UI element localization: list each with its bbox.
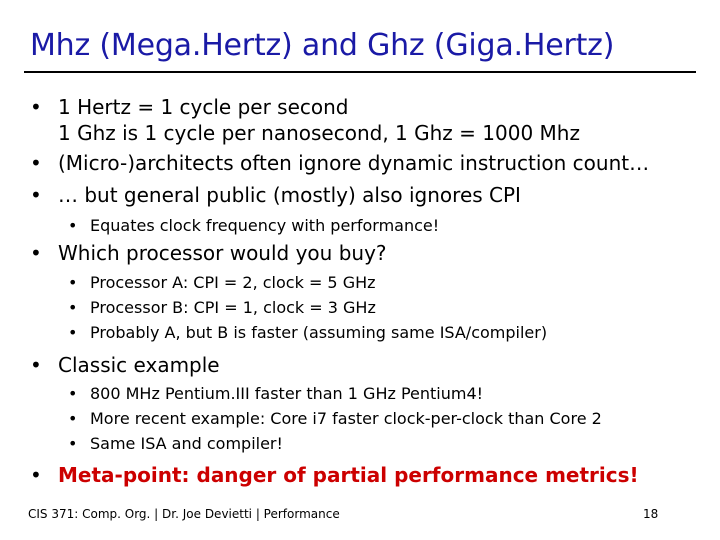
- bullet-dot: •: [30, 183, 42, 207]
- subbullet-processor-a: [68, 273, 376, 293]
- bullet-text: Same ISA and compiler!: [90, 434, 283, 453]
- bullet-which-processor: [30, 241, 387, 265]
- slide-footer: CIS 371: Comp. Org. | Dr. Joe Devietti | Performance: [28, 507, 340, 521]
- bullet-meta-point: [30, 463, 639, 487]
- bullet-architects: [30, 151, 650, 175]
- bullet-text: (Micro-)architects often ignore dynamic instruction count…: [58, 151, 650, 175]
- bullet-text: 1 Ghz is 1 cycle per nanosecond, 1 Ghz = 1000 Mhz: [58, 121, 580, 145]
- bullet-classic-example: [30, 353, 220, 377]
- bullet-public: [30, 183, 521, 207]
- subbullet-processor-b: [68, 298, 376, 318]
- bullet-dot: •: [68, 273, 78, 292]
- bullet-dot: •: [30, 353, 42, 377]
- bullet-text: Processor A: CPI = 2, clock = 5 GHz: [90, 273, 376, 292]
- subbullet-pentium: [68, 384, 484, 404]
- title-underline: [24, 71, 696, 73]
- bullet-dot: •: [30, 95, 42, 119]
- bullet-ghz-continuation: [58, 121, 580, 145]
- subbullet-same-isa: [68, 434, 283, 454]
- bullet-dot: •: [30, 241, 42, 265]
- bullet-dot: •: [30, 463, 42, 487]
- bullet-text: 800 MHz Pentium.III faster than 1 GHz Pentium4!: [90, 384, 484, 403]
- page-number: 18: [643, 507, 659, 521]
- bullet-dot: •: [30, 151, 42, 175]
- bullet-dot: •: [68, 434, 78, 453]
- bullet-text: Processor B: CPI = 1, clock = 3 GHz: [90, 298, 376, 317]
- subbullet-core-i7: [68, 409, 602, 429]
- bullet-text: Probably A, but B is faster (assuming same ISA/compiler): [90, 323, 548, 342]
- bullet-text: Which processor would you buy?: [58, 241, 387, 265]
- subbullet-probably-a: [68, 323, 548, 343]
- slide-title: Mhz (Mega.Hertz) and Ghz (Giga.Hertz): [30, 28, 615, 63]
- bullet-text: … but general public (mostly) also ignores CPI: [58, 183, 521, 207]
- bullet-text-emphasis: Meta-point: danger of partial performance metrics!: [58, 463, 639, 487]
- bullet-dot: •: [68, 323, 78, 342]
- subbullet-equates: [68, 216, 440, 236]
- bullet-text: Classic example: [58, 353, 220, 377]
- bullet-text: 1 Hertz = 1 cycle per second: [58, 95, 349, 119]
- bullet-hertz: [30, 95, 349, 119]
- bullet-text: Equates clock frequency with performance!: [90, 216, 440, 235]
- bullet-dot: •: [68, 298, 78, 317]
- bullet-text: More recent example: Core i7 faster clock-per-clock than Core 2: [90, 409, 602, 428]
- bullet-dot: •: [68, 409, 78, 428]
- bullet-dot: •: [68, 216, 78, 235]
- bullet-dot: •: [68, 384, 78, 403]
